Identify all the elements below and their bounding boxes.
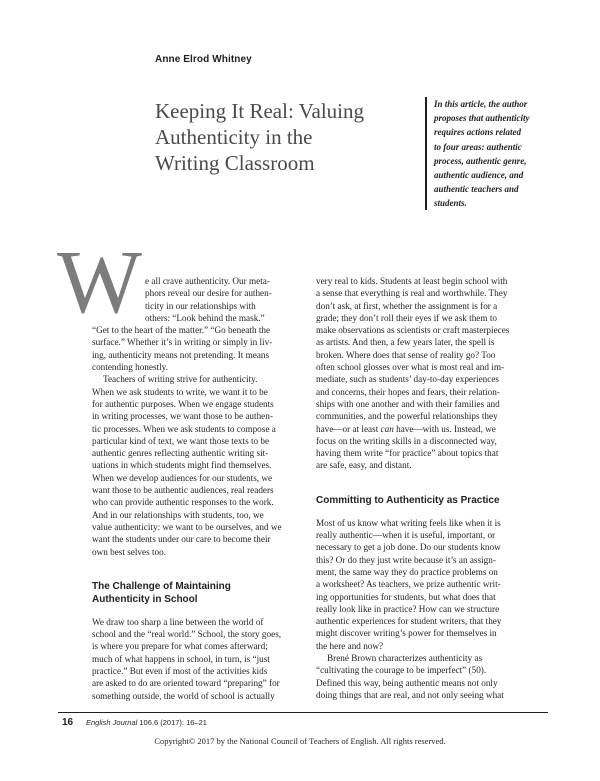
body-line: a sense that everything is real and worthwhile. They [316,288,508,299]
body-line: who can provide authentic responses to the work. [92,497,274,508]
body-line: much of what happens in school, in turn, is “just [92,653,270,664]
body-line: don’t ask, at first, whether the assignment is for a [316,300,498,311]
body-line: tic processes. When we ask students to compose a [92,423,276,434]
body-line: in writing processes, we want those to be authen- [92,411,273,422]
title-line: Authenticity in the [155,125,313,149]
body-line: are safe, easy, and distant. [316,460,412,471]
body-line: the here and now? [316,640,384,651]
body-line: We draw too sharp a line between the world of [92,616,264,627]
body-line: authentic experiences for student writers, that they [316,616,502,627]
section-heading: The Challenge of Maintaining [92,580,231,592]
body-line: ships with one another and with their families and [316,398,500,409]
drop-cap-lines [92,275,297,324]
body-line: practice.” But even if most of the activities kids [92,666,268,677]
body-line: surface.” Whether it’s in writing or simply in liv- [92,337,273,348]
drop-cap: W [57,233,142,332]
article-title [155,98,415,176]
body-line: doing things that are real, and not only seeing what [316,689,504,700]
body-line: mediate, such as students’ day-to-day experiences [316,374,499,385]
body-line: own best selves too. [92,546,167,557]
body-line: ing opportunities for students, but what does that [316,591,496,602]
body-line: “cultivating the courage to be imperfect” (50). [316,665,487,676]
body-line: e all crave authenticity. Our meta- [145,276,270,286]
body-line: really authentic—when it is useful, important, or [316,530,496,541]
body-line: make observations as scientists or craft masterpieces [316,325,510,336]
abstract-callout [425,97,579,210]
body-line: necessary to get a job done. Do our students know [316,542,501,553]
abstract-line: requires actions related [434,127,521,138]
body-line: ticity in our relationships with [145,300,256,311]
body-line: very real to kids. Students at least begin school with [316,276,508,286]
body-line: broken. Where does that sense of reality go? Too [316,349,496,360]
body-line: school and the “real world.” School, the story goes, [92,629,282,640]
body-line: contending honestly. [92,362,168,373]
body-line: others: “Look behind the mask.” [145,312,265,323]
body-line: something outside, the world of school is actually [92,690,275,701]
body-line: phors reveal our desire for authen- [145,288,272,299]
body-line: When we develop audiences for our students, we [92,472,273,483]
body-line: and concerns, their hopes and fears, their relation- [316,386,500,397]
right-column [316,275,542,701]
body-line: a worksheet? As teachers, we prize authentic writ- [316,579,501,590]
body-line: Most of us know what writing feels like when it is [316,517,501,528]
left-column [92,275,297,702]
body-line: uations in which students might find themselves. [92,460,272,471]
body-line: have—or at least can have—with us. Instead, we [316,423,496,434]
body-line: really look like in practice? How can we structure [316,603,500,614]
abstract-line: In this article, the author [434,99,528,109]
body-line: particular kind of text, we want those texts to be [92,435,270,446]
body-line: “Get to the heart of the matter.” “Go beneath the [92,325,271,336]
body-line: focus on the writing skills in a disconnected way, [316,435,497,446]
section-heading: Authenticity in School [92,593,198,605]
body-line: And in our relationships with students, too, we [92,509,264,520]
body-line: Teachers of writing strive for authenticity. [103,374,258,385]
body-line: for authentic purposes. When we engage students [92,398,274,409]
body-line: authentic genres reflecting authentic writing sit- [92,448,269,459]
body-line: ment, the same way they do practice problems on [316,566,498,577]
abstract-line: process, authentic genre, [434,155,527,166]
abstract-line: authentic audience, and [434,170,524,181]
body-line: Defined this way, being authentic means not only [316,677,498,688]
abstract-line: authentic teachers and [434,184,519,195]
abstract-line: proposes that authenticity [434,113,530,124]
body-line: is where you prepare for what comes afterward; [92,641,268,652]
author-name: Anne Elrod Whitney [155,54,252,65]
section-heading: Committing to Authenticity as Practice [316,494,500,506]
body-line: this? Or do they just write because it’s an assign- [316,554,496,565]
body-line: often school glosses over what is most real and im- [316,362,505,373]
body-line: having them write “for practice” about topics that [316,448,499,459]
journal-name: English Journal [86,718,138,727]
body-line: want those to be authentic audiences, real readers [92,485,274,496]
body-line: as artists. And then, a few years later, the spell is [316,337,495,348]
body-line: Brené Brown characterizes authenticity as [327,653,483,664]
body-line: might discover writing’s power for themselves in [316,628,497,639]
journal-citation [86,718,207,727]
journal-issue: 106.6 (2017): 16–21 [139,718,207,727]
body-line: value authenticity: we want to be ourselves, and we [92,521,282,532]
abstract-line: to four areas: authentic [434,141,522,152]
body-line: ing, authenticity means not pretending. It means [92,349,270,360]
title-line: Keeping It Real: Valuing [155,99,364,123]
footer-rule [58,712,548,713]
copyright-notice: Copyright© 2017 by the National Council of Teachers of English. All rights reserved. [154,736,446,746]
body-line: want the students under our care to become their [92,534,271,545]
body-line: communities, and the powerful relationships they [316,411,498,422]
abstract-line: students. [434,198,467,209]
page-number: 16 [62,717,74,728]
body-line: grade; they don’t roll their eyes if we ask them to [316,312,497,323]
body-line: are asked to do are oriented toward “preparing” for [92,678,280,689]
title-line: Writing Classroom [155,151,315,175]
body-line: When we ask students to write, we want it to be [92,386,268,397]
